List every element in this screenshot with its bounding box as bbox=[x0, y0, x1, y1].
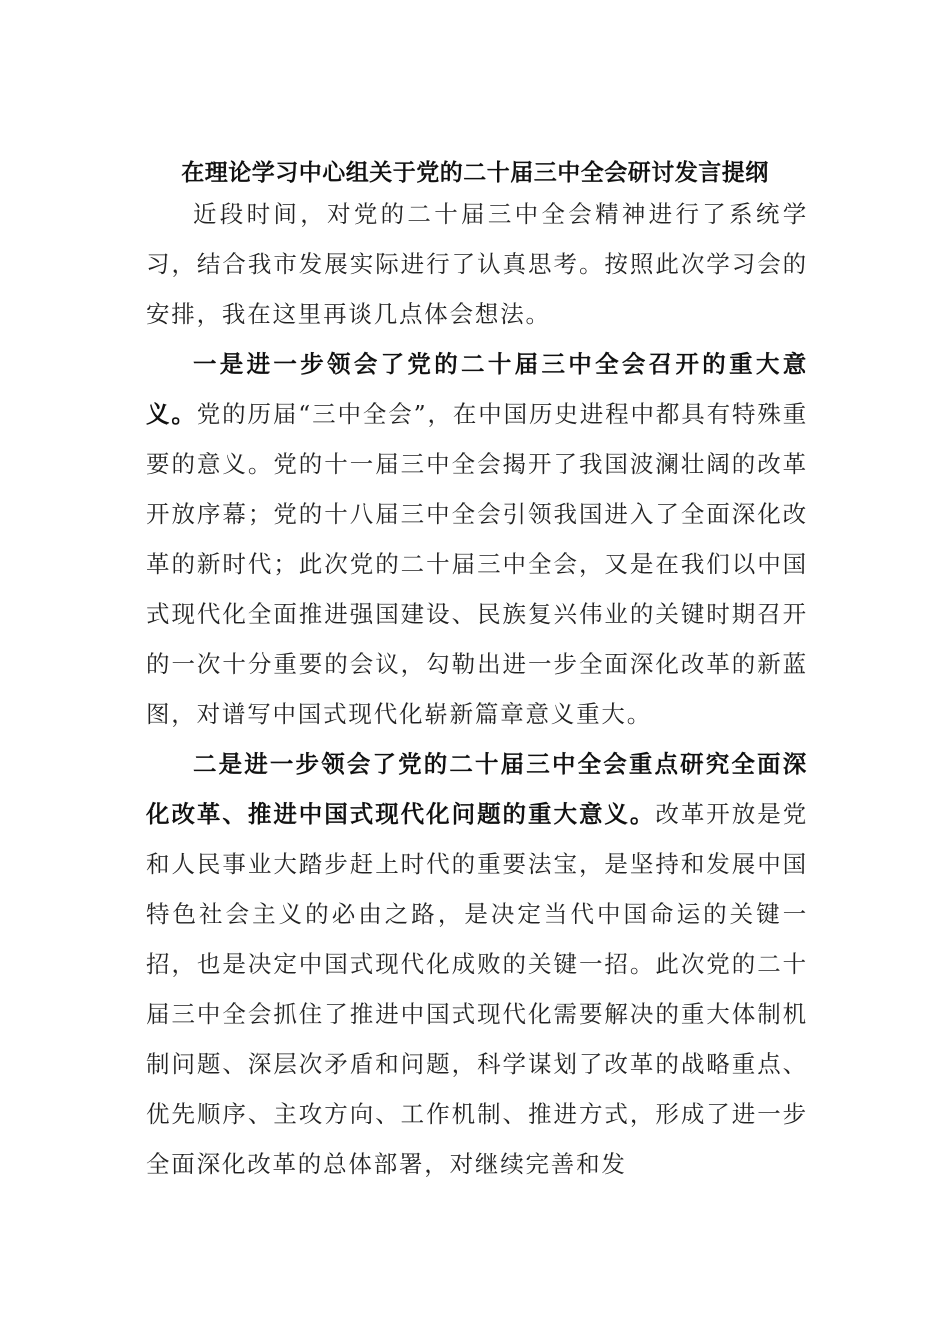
intro-paragraph: 近段时间，对党的二十届三中全会精神进行了系统学习，结合我市发展实际进行了认真思考。按照此次学习会的安排，我在这里再谈几点体会想法。 bbox=[146, 200, 808, 328]
section-1-lead: 一是进一步领会了党的二十届三中全会召开的重大意义。 bbox=[146, 350, 808, 428]
section-2-lead: 二是进一步领会了党的二十届三中全会重点研究全面深化改革、推进中国式现代化问题的重大意义。 bbox=[146, 750, 808, 828]
section-2-text: 改革开放是党和人民事业大踏步赶上时代的重要法宝，是坚持和发展中国特色社会主义的必由之路，是决定当代中国命运的关键一招，也是决定中国式现代化成败的关键一招。此次党的二十届三中全会抓住了推进中国式现代化需要解决的重大体制机制问题、深层次矛盾和问题，科学谋划了改革的战略重点、优先顺序、主攻方向、工作机制、推进方式，形成了进一步全面深化改革的总体部署，对继续完善和发 bbox=[146, 800, 808, 1178]
document-title: 在理论学习中心组关于党的二十届三中全会研讨发言提纲 bbox=[181, 159, 769, 186]
section-1-paragraph bbox=[146, 339, 808, 739]
document-body bbox=[146, 189, 808, 1189]
section-2-paragraph bbox=[146, 739, 808, 1189]
section-1-text: 党的历届“三中全会”，在中国历史进程中都具有特殊重要的意义。党的十一届三中全会揭开了我国波澜壮阔的改革开放序幕；党的十八届三中全会引领我国进入了全面深化改革的新时代；此次党的二十届三中全会，又是在我们以中国式现代化全面推进强国建设、民族复兴伟业的关键时期召开的一次十分重要的会议，勾勒出进一步全面深化改革的新蓝图，对谱写中国式现代化崭新篇章意义重大。 bbox=[146, 400, 808, 728]
